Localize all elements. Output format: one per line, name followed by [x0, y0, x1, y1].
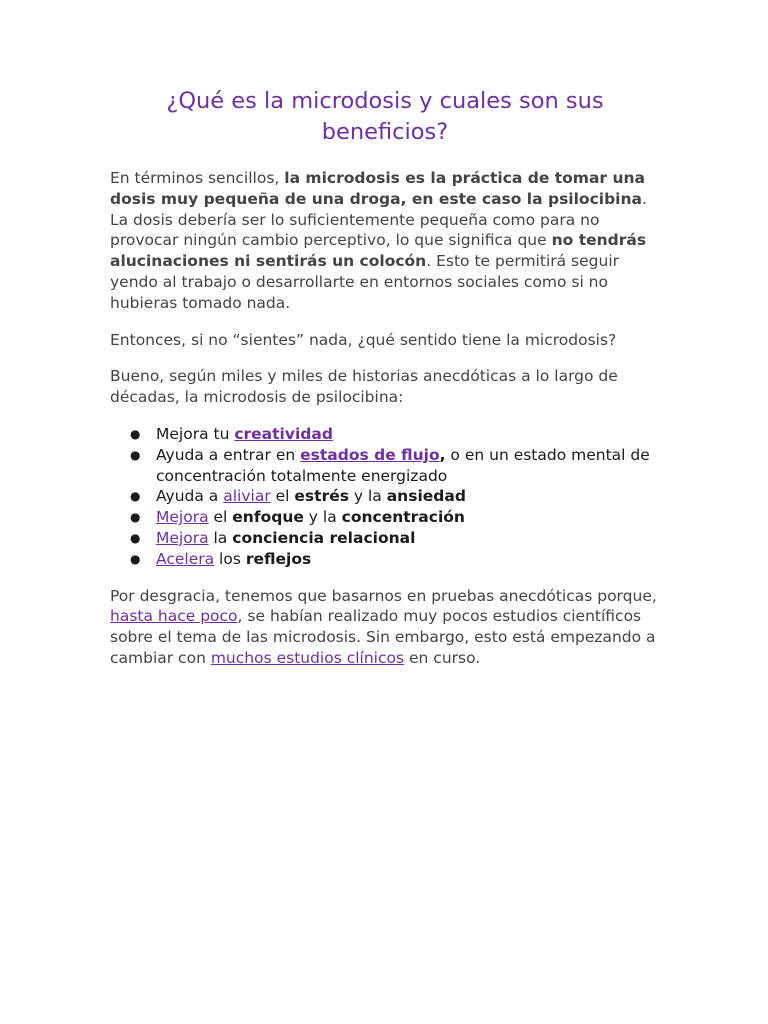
item-text: Ayuda a [156, 487, 224, 506]
item-text: o en un estado mental de concentración totalmente energizado [156, 445, 650, 485]
benefits-list [110, 424, 660, 570]
bullet-icon: ● [130, 489, 141, 504]
bullet-icon: ● [130, 530, 141, 545]
item-text: los [214, 549, 246, 568]
bullet-icon: ● [130, 510, 141, 525]
item-text: el [208, 508, 233, 527]
list-item [110, 507, 660, 528]
closing-text-3: en curso. [404, 648, 481, 667]
link-estudios-clinicos[interactable]: muchos estudios clínicos [210, 648, 405, 667]
link-mejora-enfoque[interactable]: Mejora [156, 508, 209, 527]
intro-paragraph [110, 168, 660, 314]
list-item [110, 445, 660, 487]
bullet-icon: ● [130, 426, 141, 441]
list-item [110, 549, 660, 570]
list-item [110, 486, 660, 507]
link-creatividad[interactable]: creatividad [234, 424, 333, 443]
intro-bold-definition: la microdosis es la práctica de tomar una dosis muy pequeña de una droga, en este caso la psilocibina [110, 169, 645, 208]
closing-text-1: Por desgracia, tenemos que basarnos en pruebas anecdóticas porque, [110, 586, 657, 605]
question-paragraph: Entonces, si no “sientes” nada, ¿qué sentido tiene la microdosis? [110, 330, 617, 349]
item-bold: concentración [341, 508, 465, 527]
document-page [110, 86, 660, 685]
closing-paragraph [110, 586, 660, 669]
item-text: y la [303, 508, 342, 527]
link-estados-de-flujo[interactable]: estados de flujo [300, 445, 440, 464]
lead-in-paragraph: Bueno, según miles y miles de historias anecdóticas a lo largo de décadas, la microdosis de psilocibina: [110, 367, 618, 407]
link-mejora-conciencia[interactable]: Mejora [156, 528, 209, 547]
intro-text-2: . La dosis debería ser lo suficientemente pequeña como para no provocar ningún cambio perceptivo, lo que significa que [110, 189, 647, 250]
intro-text-3: . Esto te permitirá seguir yendo al trabajo o desarrollarte en entornos sociales como si no hubieras tomado nada. [110, 252, 620, 312]
item-bold: estrés [294, 487, 349, 506]
item-text: la [208, 528, 233, 547]
list-item [110, 424, 660, 445]
page-title: ¿Qué es la microdosis y cuales son sus beneficios? [166, 88, 604, 145]
item-text: y la [348, 487, 387, 506]
list-item [110, 528, 660, 549]
item-bold: conciencia relacional [232, 528, 416, 547]
closing-text-2: , se habían realizado muy pocos estudios científicos sobre el tema de las microdosis. Sin embargo, esto está empezando a cambiar con [110, 607, 656, 667]
item-text: el [270, 487, 295, 506]
link-acelera[interactable]: Acelera [156, 549, 215, 568]
item-bold: ansiedad [386, 487, 466, 506]
item-text: Mejora tu [156, 424, 235, 443]
item-bold: enfoque [232, 508, 304, 527]
item-text: Ayuda a entrar en [156, 445, 301, 464]
item-bold: reflejos [245, 549, 312, 568]
link-hasta-hace-poco[interactable]: hasta hace poco [110, 607, 238, 626]
item-comma: , [439, 445, 446, 464]
bullet-icon: ● [130, 551, 141, 566]
bullet-icon: ● [130, 447, 141, 462]
intro-bold-no-hallucinations: no tendrás alucinaciones ni sentirás un colocón [110, 231, 647, 271]
link-aliviar[interactable]: aliviar [223, 487, 271, 506]
intro-text-1: En términos sencillos, [110, 169, 285, 187]
